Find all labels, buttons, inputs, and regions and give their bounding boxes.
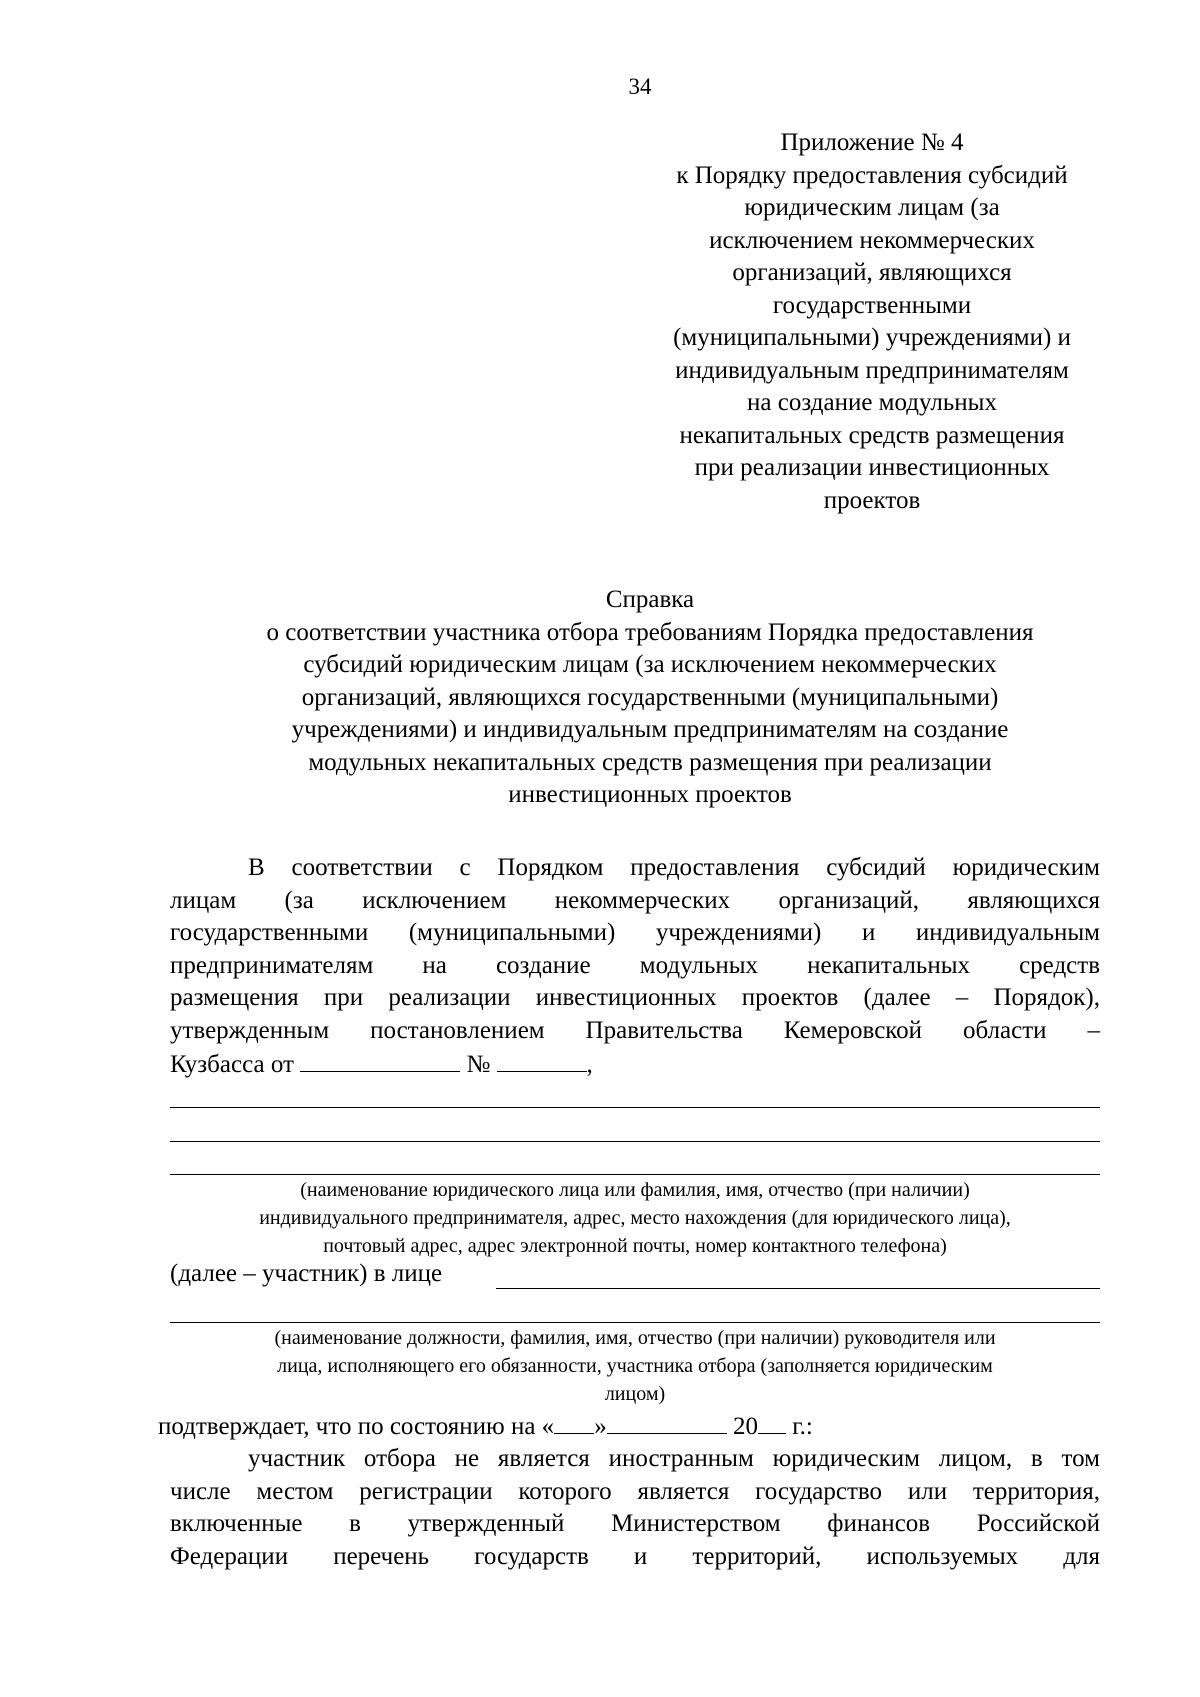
decree-number-blank[interactable] [497, 1047, 587, 1072]
caption-line: лицом) [604, 1383, 666, 1405]
appendix-header [652, 127, 1092, 517]
appendix-line: государственными [772, 291, 972, 319]
paragraph-line: лицам (за исключением некоммерческих организаций, являющихся [170, 886, 1100, 914]
paragraph-line: включенные в утвержденный Министерством финансов Российской [170, 1510, 1100, 1537]
confirm-prefix: подтверждает, что по состоянию на « [158, 1413, 555, 1440]
paragraph-line: Федерации перечень государств и территорий, используемых для [170, 1542, 1100, 1570]
paragraph-main [170, 852, 1100, 1082]
paragraph-line: участник отбора не является иностранным юридическим лицом, в том [248, 1445, 1100, 1472]
day-blank[interactable] [554, 1409, 594, 1434]
paragraph-line: утвержденным постановлением Правительства Кемеровской области – [170, 1016, 1100, 1044]
decree-number-sign: № [466, 1051, 491, 1078]
title-line: организаций, являющихся государственными (муниципальными) [301, 683, 999, 711]
representative-label: (далее – участник) в лице [170, 1260, 443, 1287]
participant-blank-line-3[interactable] [170, 1174, 1100, 1175]
appendix-line: на создание модульных [747, 389, 997, 416]
title-line: учреждениями) и индивидуальным предпринимателям на создание [291, 716, 1009, 743]
caption-line: индивидуального предпринимателя, адрес, место нахождения (для юридического лица), [259, 1207, 1011, 1229]
caption-line: лица, исполняющего его обязанности, участника отбора (заполняется юридическим [277, 1355, 993, 1377]
document-title [150, 584, 1150, 812]
representative-caption [150, 1324, 1120, 1408]
appendix-line: (муниципальными) учреждениями) и [673, 324, 1071, 351]
participant-blank-line-1[interactable] [170, 1107, 1100, 1108]
caption-line: (наименование юридического лица или фамилия, имя, отчество (при наличии) [300, 1179, 970, 1201]
title-line: модульных некапитальных средств размещения при реализации [308, 748, 992, 776]
representative-blank[interactable] [496, 1288, 1100, 1289]
participant-blank-line-2[interactable] [170, 1141, 1100, 1142]
paragraph-line: числе местом регистрации которого является государство или территория, [170, 1477, 1100, 1505]
representative-blank-line-2[interactable] [170, 1322, 1100, 1323]
appendix-line: индивидуальным предпринимателям [675, 356, 1069, 384]
title-line: субсидий юридическим лицам (за исключением некоммерческих [303, 651, 997, 678]
year-blank[interactable] [758, 1409, 786, 1434]
appendix-line: юридическим лицам (за [744, 194, 1000, 221]
paragraph-line: предпринимателям на создание модульных некапитальных средств [170, 951, 1100, 979]
appendix-line: организаций, являющихся [732, 259, 1012, 286]
month-blank[interactable] [607, 1409, 727, 1434]
caption-line: (наименование должности, фамилия, имя, отчество (при наличии) руководителя или [274, 1327, 996, 1349]
confirm-quote: » [594, 1413, 607, 1440]
appendix-line: проектов [823, 486, 921, 514]
confirm-suffix: г.: [792, 1413, 813, 1440]
decree-reference-line [170, 1047, 1100, 1082]
decree-date-blank[interactable] [300, 1047, 460, 1072]
paragraph-line: размещения при реализации инвестиционных проектов (далее – Порядок), [170, 984, 1100, 1011]
title-line: инвестиционных проектов [508, 781, 792, 808]
appendix-line: Приложение № 4 [780, 129, 964, 156]
paragraph-line: государственными (муниципальными) учреждениями) и индивидуальным [170, 919, 1100, 946]
confirmation-line [158, 1409, 813, 1444]
decree-from-label: Кузбасса от [170, 1051, 294, 1078]
participant-caption [150, 1176, 1120, 1260]
appendix-line: исключением некоммерческих [709, 226, 1035, 254]
appendix-line: некапитальных средств размещения [679, 421, 1065, 449]
page-number: 34 [628, 74, 652, 99]
appendix-line: к Порядку предоставления субсидий [676, 161, 1068, 189]
appendix-line: при реализации инвестиционных [694, 454, 1050, 481]
paragraph-participant-status [170, 1443, 1100, 1573]
caption-line: почтовый адрес, адрес электронной почты, номер контактного телефона) [323, 1235, 947, 1257]
year-prefix: 20 [732, 1413, 758, 1440]
paragraph-line: В соответствии с Порядком предоставления субсидий юридическим [248, 854, 1100, 881]
title-heading: Справка [605, 586, 695, 613]
title-line: о соответствии участника отбора требованиям Порядка предоставления [266, 618, 1034, 646]
decree-comma: , [586, 1051, 593, 1078]
